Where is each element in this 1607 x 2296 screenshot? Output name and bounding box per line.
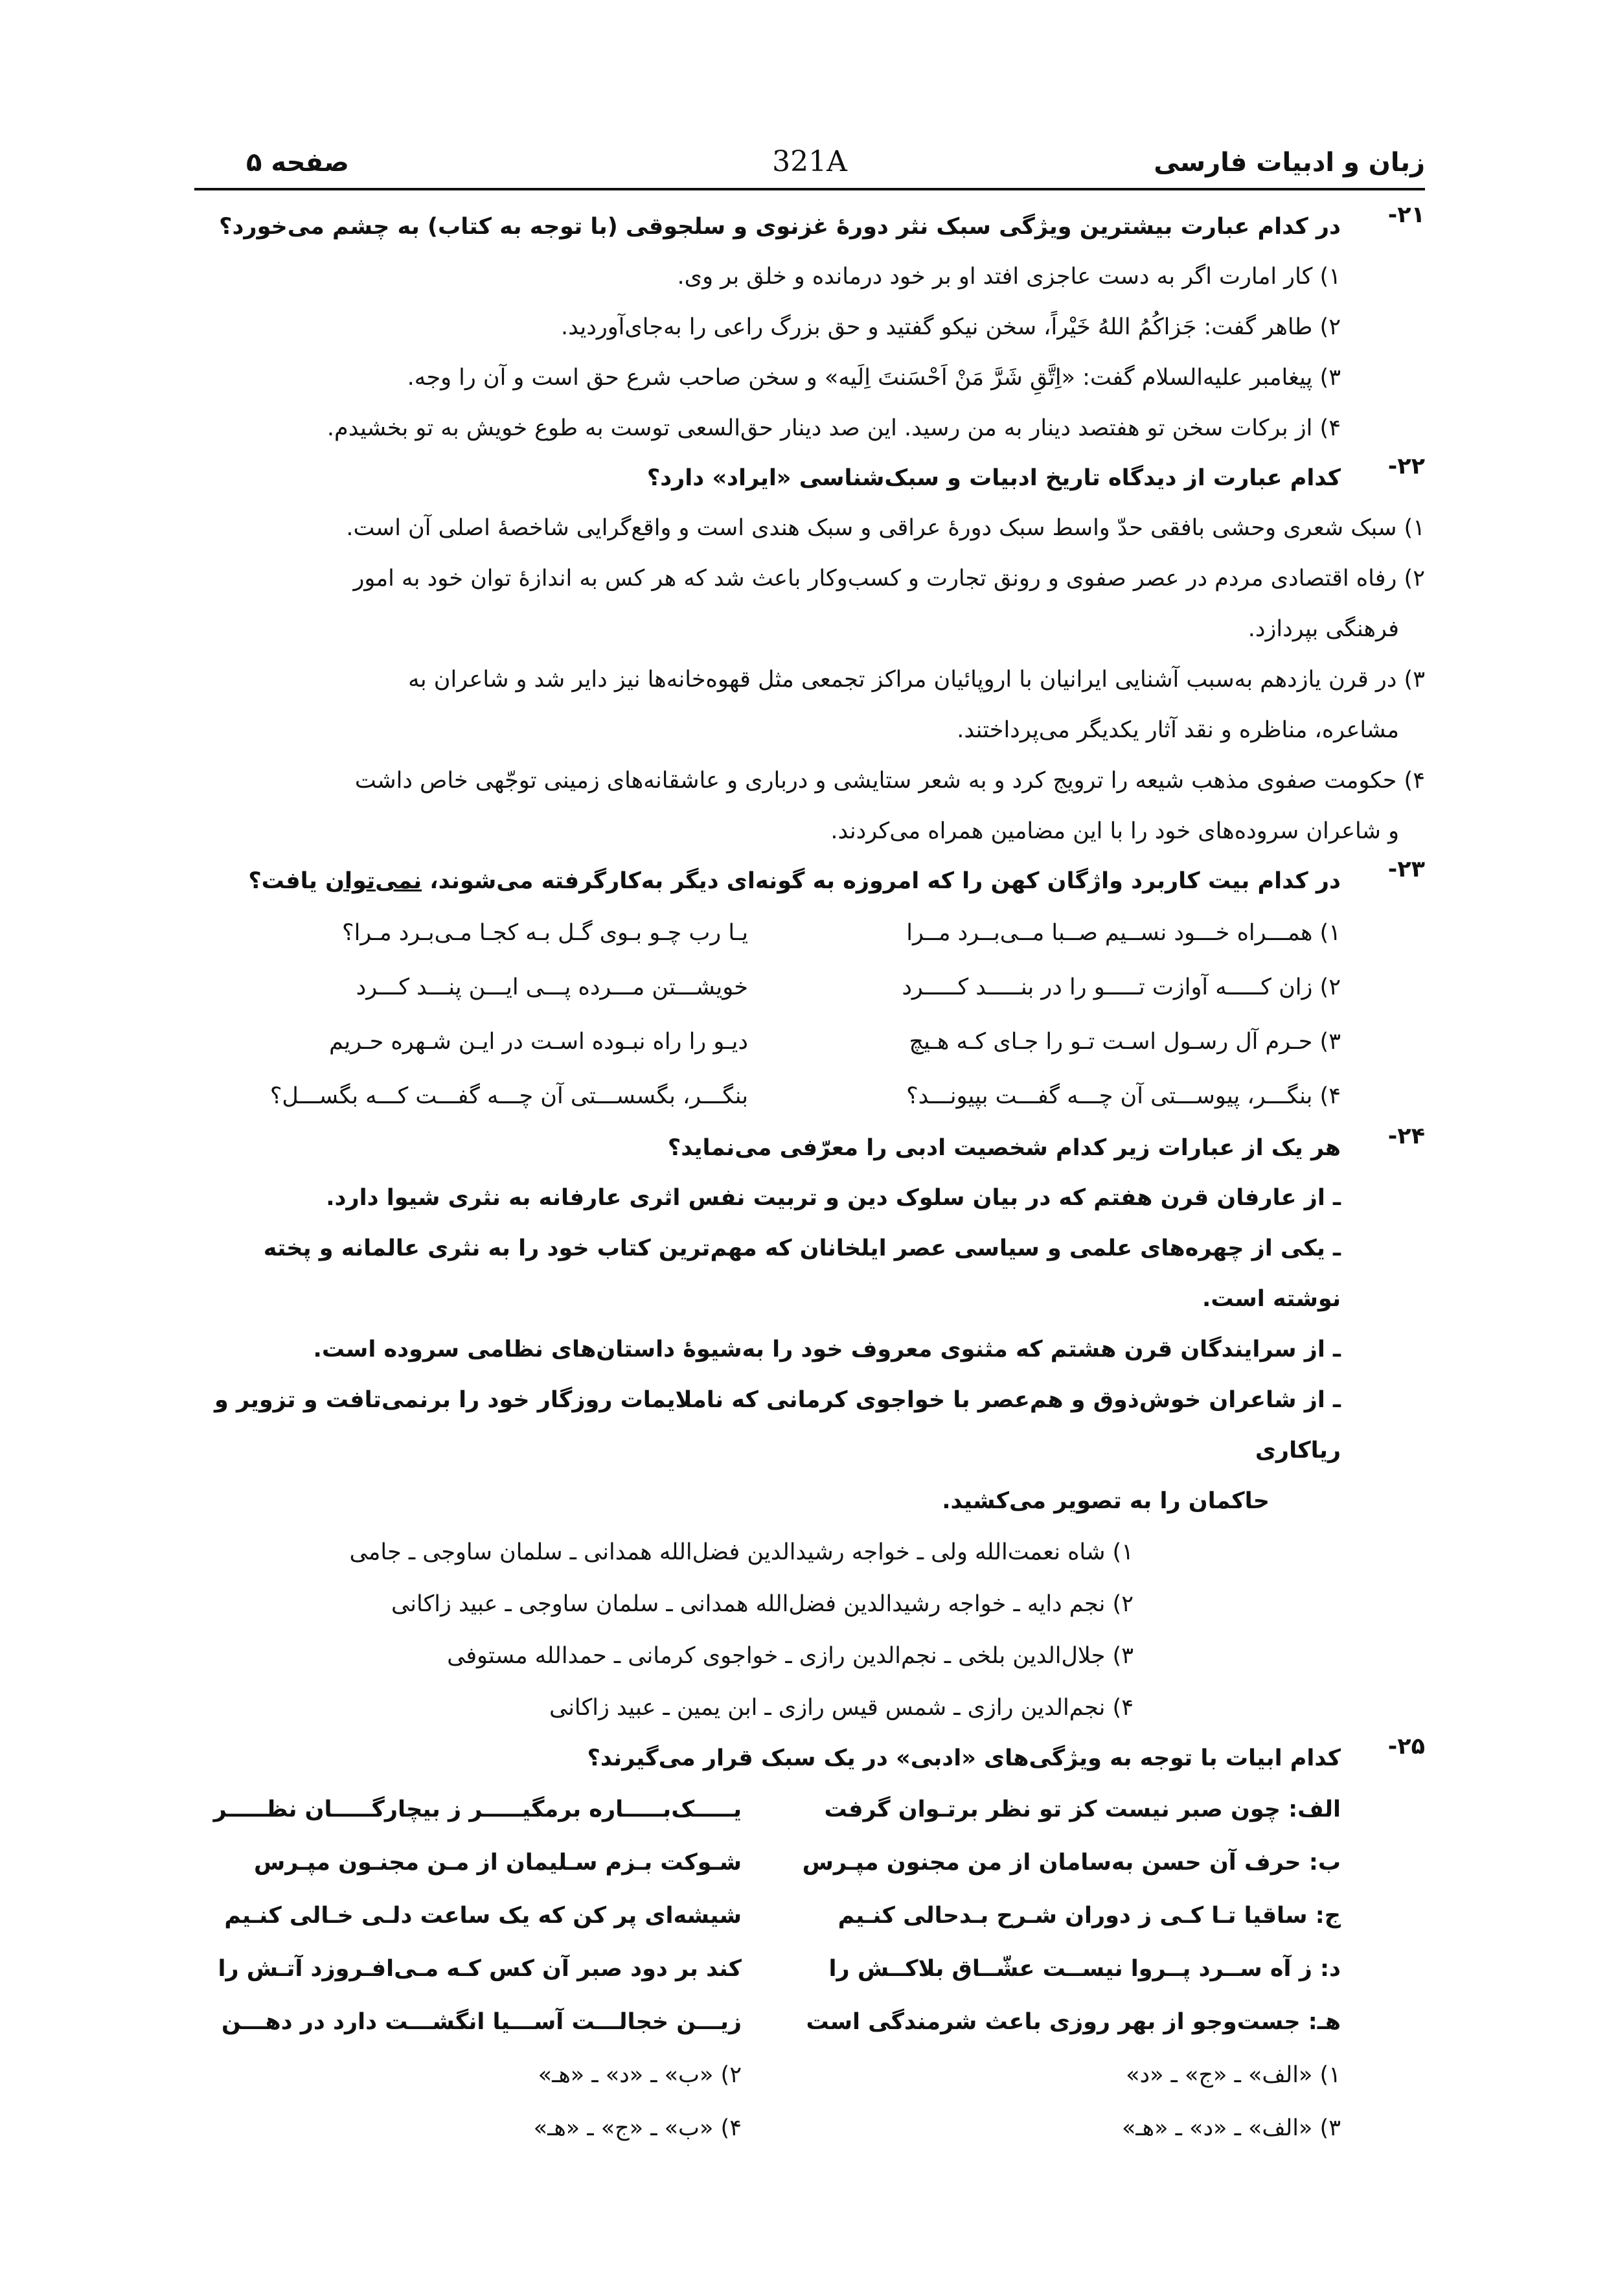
option-2[interactable]: ۲) نجم دایه ـ خواجه رشیدالدین فضل‌الله همدانی ـ سلمان ساوجی ـ عبید زاکانی <box>391 1591 1134 1617</box>
option-4-line-2: و شاعران سروده‌های خود را با این مضامین همراه می‌کردند. <box>830 818 1399 844</box>
option-3-line-1: ۳) در قرن یازدهم به‌سبب آشنایی ایرانیان با اروپائیان مراکز تجمعی مثل قهوه‌خانه‌ها نیز دایر شد و شاعران به <box>408 667 1425 693</box>
verse-alef-first: الف: چون صبر نیست کز تو نظر برتـوان گرفت <box>824 1797 1341 1822</box>
verse-2-second-hemistich: خویشـــتن مـــرده پـــی ایـــن پنـــد کـــرد <box>356 974 748 1000</box>
option-1[interactable]: ۱) شاه نعمت‌الله ولی ـ خواجه رشیدالدین فضل‌الله همدانی ـ سلمان ساوجی ـ جامی <box>349 1539 1134 1565</box>
option-3[interactable] <box>194 654 1425 755</box>
description-4 <box>194 1375 1341 1526</box>
verse-1-second-hemistich: یـا رب چـو بـوی گـل بـه کجـا مـی‌بـرد مـرا؟ <box>342 920 748 946</box>
option-2[interactable]: ۲) «ب» ـ «د» ـ «هـ» <box>538 2062 742 2088</box>
question-number: ۲۱- <box>1387 202 1425 228</box>
page-header <box>194 136 1425 190</box>
option-4[interactable] <box>194 755 1425 856</box>
answer-options <box>194 2049 1341 2155</box>
verse-be-first: ب: حرف آن حسن به‌سامان از من مجنون مپـرس <box>802 1850 1341 1876</box>
verse-2-first-hemistich[interactable]: ۲) زان کـــــه آوازت تـــــو را در بنـــــد کـــــرد <box>902 974 1341 1000</box>
option-2[interactable]: ۲) طاهر گفت: جَزاکُمُ اللهُ خَیْراً، سخن نیکو گفتید و حق بزرگ راعی را به‌جای‌آوردید. <box>561 314 1341 340</box>
question-number: ۲۵- <box>1387 1734 1425 1760</box>
verse-dal-first: د: ز آه ســرد پــروا نیســت عشّــاق بلاکــش را <box>828 1956 1341 1982</box>
description-4-line-2: حاکمان را به تصویر می‌کشید. <box>942 1488 1270 1514</box>
verse-3-second-hemistich: دیـو را راه نبـوده اسـت در ایـن شـهره حـریم <box>329 1029 748 1055</box>
option-4[interactable]: ۴) «ب» ـ «ج» ـ «هـ» <box>533 2115 742 2141</box>
verses <box>194 1783 1341 2049</box>
option-1[interactable]: ۱) سبک شعری وحشی بافقی حدّ واسط سبک دورهٔ عراقی و سبک هندی است و واقع‌گرایی شاخصهٔ اصلی آن است. <box>346 515 1425 541</box>
verse-options <box>194 906 1341 1123</box>
verse-jim-second: شیشه‌ای پر کن که یک ساعت دلـی خـالی کنـیم <box>224 1903 742 1929</box>
question-text: کدام ابیات با توجه به ویژگی‌های «ادبی» در یک سبک قرار می‌گیرند؟ <box>587 1745 1341 1771</box>
question-text: کدام عبارت از دیدگاه تاریخ ادبیات و سبک‌شناسی «ایراد» دارد؟ <box>646 465 1341 491</box>
verse-be-second: شـوکت بـزم سـلیمان از مـن مجنـون مپـرس <box>253 1850 742 1876</box>
question-25 <box>194 1734 1425 2155</box>
question-22 <box>194 453 1425 503</box>
verse-alef-second: یـــــک‌بـــــاره برمگیـــــر ز بیچارگـــــان نظـــــر <box>213 1797 742 1822</box>
option-3[interactable]: ۳) جلال‌الدین بلخی ـ نجم‌الدین رازی ـ خواجوی کرمانی ـ حمدالله مستوفی <box>447 1643 1134 1669</box>
option-3[interactable]: ۳) «الف» ـ «د» ـ «هـ» <box>1122 2115 1341 2141</box>
option-4[interactable]: ۴) نجم‌الدین رازی ـ شمس قیس رازی ـ ابن یمین ـ عبید زاکانی <box>549 1695 1134 1721</box>
option-4[interactable]: ۴) از برکات سخن تو هفتصد دینار به من رسید. این صد دینار حق‌السعی توست به طوع خویش به تو بخشیدم. <box>326 415 1341 441</box>
question-24 <box>194 1123 1425 1734</box>
option-1[interactable]: ۱) کار امارت اگر به دست عاجزی افتد او بر خود درمانده و خلق بر وی. <box>677 264 1341 290</box>
question-23 <box>194 856 1425 1123</box>
exam-page <box>194 136 1425 2155</box>
question-number: ۲۴- <box>1387 1123 1425 1149</box>
verse-1-first-hemistich[interactable]: ۱) همـــراه خـــود نســیم صــبا مــی‌بــرد مــرا <box>906 920 1341 946</box>
description-2: ـ یکی از چهره‌های علمی و سیاسی عصر ایلخانان که مهم‌ترین کتاب خود را به نثری عالمانه و پخته نوشته است. <box>263 1235 1341 1312</box>
question-text: هر یک از عبارات زیر کدام شخصیت ادبی را معرّفی می‌نماید؟ <box>667 1135 1341 1161</box>
question-text-part-1: در کدام بیت کاربرد واژگان کهن را که امروزه به گونه‌ای دیگر به‌کارگرفته می‌شوند، <box>422 868 1341 894</box>
verse-dal-second: کند بر دود صبر آن کس کـه مـی‌افـروزد آتـش را <box>218 1956 742 1982</box>
option-2[interactable] <box>194 553 1425 654</box>
question-text-part-2: یافت؟ <box>248 868 326 894</box>
option-2-line-1: ۲) رفاه اقتصادی مردم در عصر صفوی و رونق تجارت و کسب‌وکار باعث شد که هر کس به اندازهٔ توان خود به امور <box>353 566 1425 591</box>
verse-he-second: زیـــن خجالـــت آســـیا انگشـــت دارد در دهـــن <box>221 2009 742 2035</box>
description-3: ـ از سرایندگان قرن هشتم که مثنوی معروف خود را به‌شیوهٔ داستان‌های نظامی سروده است. <box>313 1337 1341 1362</box>
page-number: صفحه ۵ <box>246 148 349 178</box>
option-2-line-2: فرهنگی بپردازد. <box>1248 616 1399 642</box>
verse-jim-first: ج: ساقیا تـا کـی ز دوران شـرح بـدحالی کنـیم <box>838 1903 1341 1929</box>
description-4-line-1: ـ از شاعران خوش‌ذوق و هم‌عصر با خواجوی کرمانی که ناملایمات روزگار خود را برنمی‌تافت و تزویر و ریاکاری <box>214 1387 1341 1464</box>
question-22-options <box>194 503 1425 856</box>
question-number: ۲۳- <box>1387 856 1425 882</box>
option-4-line-1: ۴) حکومت صفوی مذهب شیعه را ترویج کرد و به شعر ستایشی و درباری و عاشقانه‌های زمینی توجّهی خاص داشت <box>354 768 1425 794</box>
verse-he-first: هـ: جست‌وجو از بهر روزی باعث شرمندگی است <box>806 2009 1341 2035</box>
description-1: ـ از عارفان قرن هفتم که در بیان سلوک دین و تربیت نفس اثری عارفانه به نثری شیوا دارد. <box>326 1185 1341 1211</box>
subject-title: زبان و ادبیات فارسی <box>1154 148 1425 178</box>
option-3[interactable]: ۳) پیغامبر علیه‌السلام گفت: «اِتَّقِ شَرَّ مَنْ اَحْسَنتَ اِلَیه» و سخن صاحب شرع حق است و آن را وجه. <box>407 365 1341 391</box>
question-text <box>194 856 1341 906</box>
question-text-negation: نمی‌توان <box>325 868 422 894</box>
option-3-line-2: مشاعره، مناظره و نقد آثار یکدیگر می‌پرداختند. <box>957 717 1399 743</box>
questions <box>194 202 1425 2155</box>
question-21 <box>194 202 1425 453</box>
verse-4-first-hemistich[interactable]: ۴) بنگـــر، پیوســـتی آن چـــه گفـــت بپیونـــد؟ <box>906 1083 1341 1109</box>
question-text: در کدام عبارت بیشترین ویژگی سبک نثر دورهٔ غزنوی و سلجوقی (با توجه به کتاب) به چشم می‌خورد؟ <box>219 214 1341 240</box>
verse-4-second-hemistich: بنگـــر، بگسســـتی آن چـــه گفـــت کـــه بگســـل؟ <box>269 1083 748 1109</box>
option-1[interactable]: ۱) «الف» ـ «ج» ـ «د» <box>1126 2062 1341 2088</box>
question-number: ۲۲- <box>1387 453 1425 479</box>
verse-3-first-hemistich[interactable]: ۳) حـرم آل رسـول اسـت تـو را جـای کـه هـیچ <box>909 1029 1341 1055</box>
booklet-code: 321A <box>772 145 847 178</box>
